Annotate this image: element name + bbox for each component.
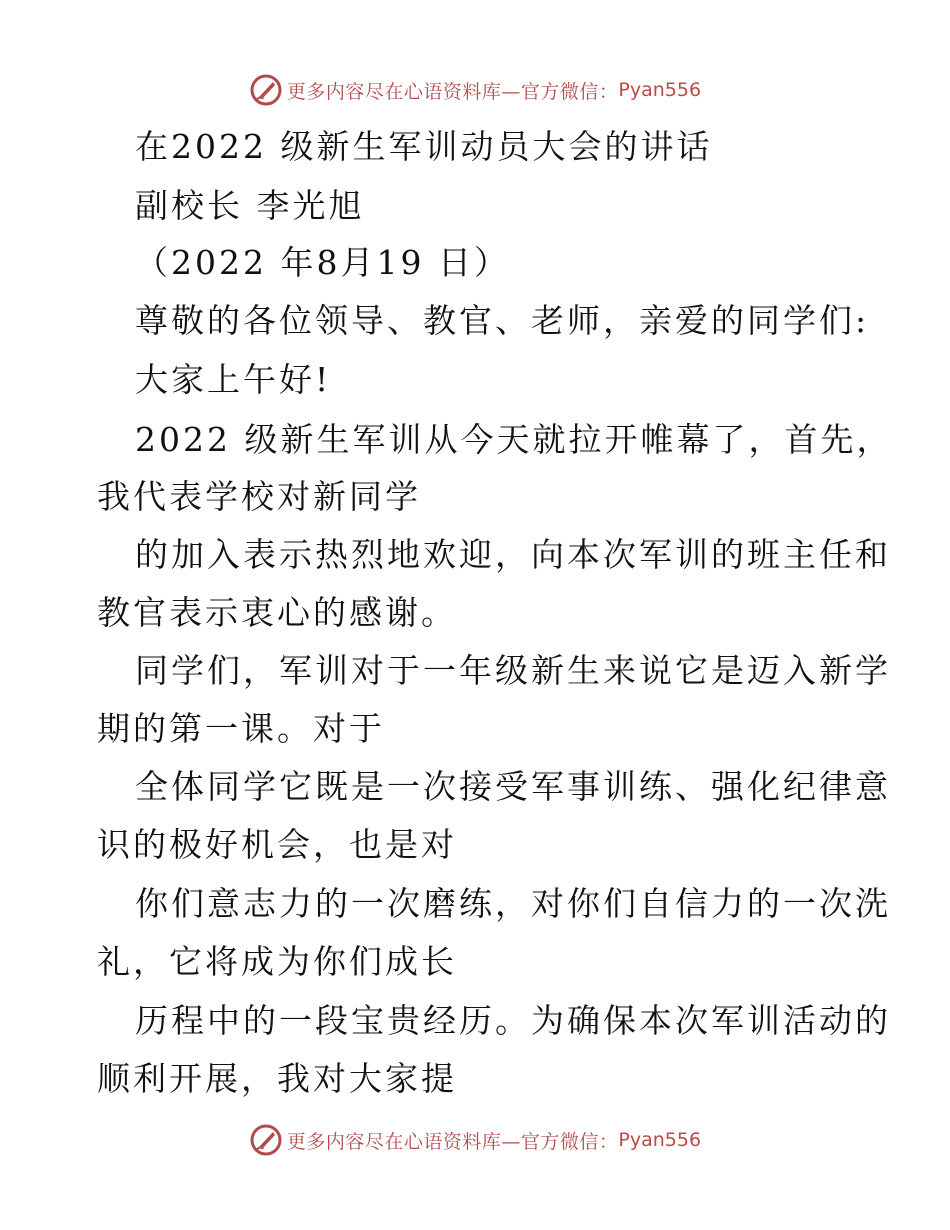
- watermark-wechat-id: Pyan556: [618, 79, 702, 101]
- body-line: 2022 级新生军训从今天就拉开帷幕了，首先，: [135, 420, 893, 459]
- quill-logo-icon: [249, 1123, 283, 1157]
- body-line: 教官表示衷心的感谢。: [97, 593, 457, 632]
- watermark-header: [0, 70, 950, 110]
- date-line: （2022 年8月19 日）: [135, 243, 510, 282]
- body-line: 期的第一课。对于: [97, 709, 385, 748]
- body-line: 全体同学它既是一次接受军事训练、强化纪律意: [135, 767, 891, 806]
- watermark-text: 更多内容尽在心语资料库—官方微信：: [286, 1130, 619, 1153]
- salutation: 尊敬的各位领导、教官、老师，亲爱的同学们:: [135, 301, 870, 340]
- quill-logo-icon: [249, 73, 283, 107]
- watermark-wechat-id: Pyan556: [618, 1129, 702, 1151]
- body-line: 历程中的一段宝贵经历。为确保本次军训活动的: [135, 1001, 891, 1040]
- body-line: 顺利开展，我对大家提: [97, 1059, 457, 1098]
- body-line: 你们意志力的一次磨练，对你们自信力的一次洗: [135, 884, 891, 923]
- greeting: 大家上午好!: [135, 360, 332, 399]
- body-line: 礼，它将成为你们成长: [97, 942, 457, 981]
- body-line: 的加入表示热烈地欢迎，向本次军训的班主任和: [135, 535, 891, 574]
- speaker-line: 副校长 李光旭: [135, 186, 365, 225]
- watermark-text: 更多内容尽在心语资料库—官方微信：: [286, 80, 619, 103]
- body-line: 我代表学校对新同学: [97, 477, 421, 516]
- body-line: 识的极好机会，也是对: [97, 825, 457, 864]
- body-line: 同学们，军训对于一年级新生来说它是迈入新学: [135, 651, 891, 690]
- document-title: 在2022 级新生军训动员大会的讲话: [135, 127, 713, 166]
- watermark-footer: [0, 1120, 950, 1160]
